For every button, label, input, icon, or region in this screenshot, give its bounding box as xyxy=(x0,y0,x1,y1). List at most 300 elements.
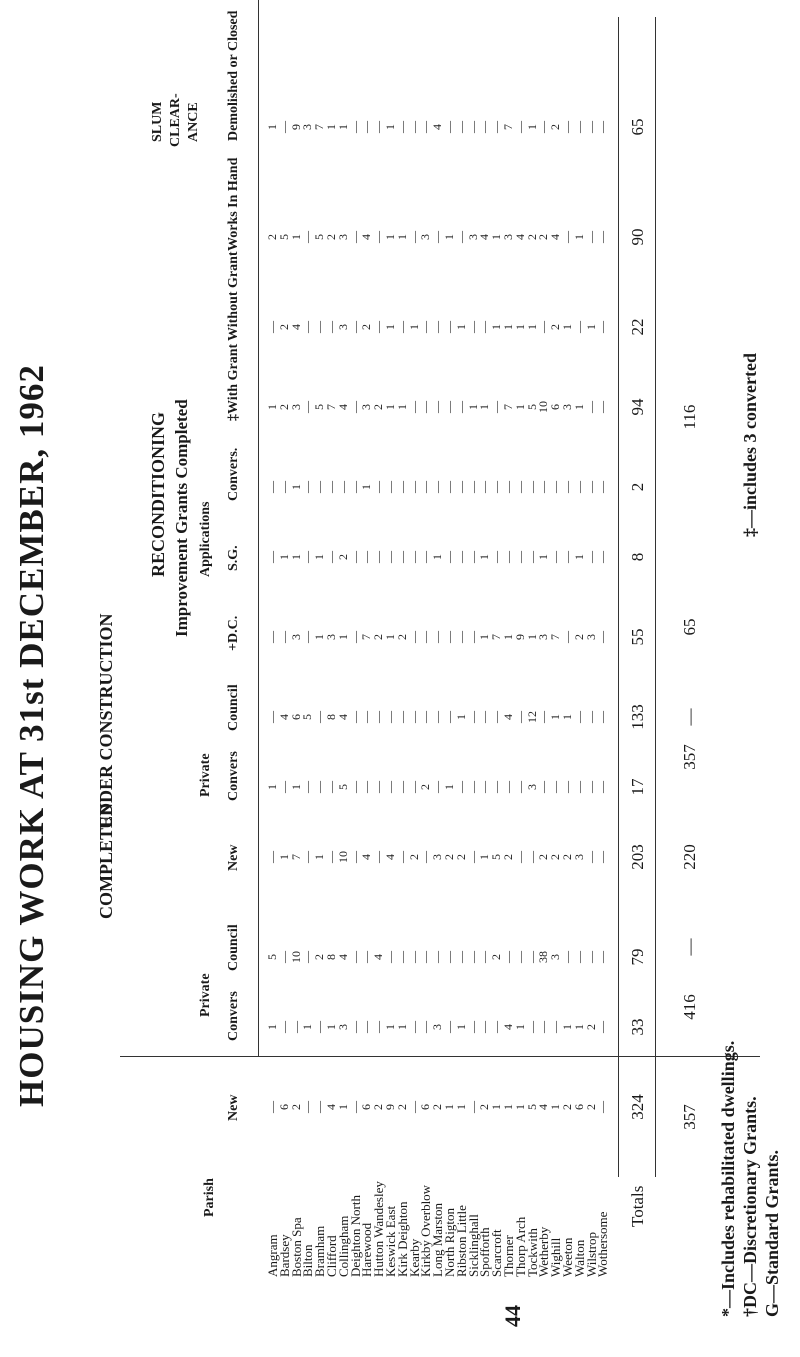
table-cell: 4 xyxy=(324,1104,338,1110)
table-cell: 2 xyxy=(288,1104,303,1110)
total-cell: 17 xyxy=(628,778,647,796)
table-cell: — xyxy=(371,231,386,243)
table-cell: — xyxy=(524,951,539,963)
table-cell: 1 xyxy=(512,1104,527,1110)
table-cell: — xyxy=(595,551,610,563)
table-cell: — xyxy=(501,781,515,793)
footnote-2: †DC—Discretionary Grants. xyxy=(740,1096,760,1317)
column-header: Convers. xyxy=(226,447,241,501)
table-cell: — xyxy=(359,551,374,563)
table-cell: — xyxy=(583,781,598,793)
table-cell: — xyxy=(489,401,504,413)
table-cell: — xyxy=(406,1021,421,1033)
table-cell: 5 xyxy=(312,234,327,240)
table-cell: — xyxy=(347,1101,362,1113)
table-cell: — xyxy=(371,321,386,333)
table-cell: — xyxy=(371,481,386,493)
parish-name: Keswick East xyxy=(383,1205,398,1277)
table-cell: 1 xyxy=(442,234,456,240)
table-cell: — xyxy=(312,1101,327,1113)
footnote-4: ‡—includes 3 converted xyxy=(740,353,760,537)
table-cell: — xyxy=(324,781,338,793)
table-cell: 7 xyxy=(501,404,515,410)
table-cell: — xyxy=(536,711,551,723)
table-cell: 5 xyxy=(524,404,539,410)
table-cell: 2 xyxy=(583,1104,598,1110)
table-cell: — xyxy=(418,1021,433,1033)
table-cell: 2 xyxy=(536,854,551,860)
table-cell: — xyxy=(453,951,468,963)
table-cell: — xyxy=(383,951,397,963)
table-cell: — xyxy=(324,321,338,333)
table-cell: 1 xyxy=(560,324,574,330)
table-cell: — xyxy=(442,481,456,493)
table-cell: — xyxy=(347,401,362,413)
table-cell: — xyxy=(312,781,327,793)
table-cell: 6 xyxy=(276,1104,291,1110)
table-cell: — xyxy=(583,481,598,493)
table-cell: — xyxy=(512,551,527,563)
table-cell: 2 xyxy=(453,854,468,860)
table-cell: 7 xyxy=(548,634,563,640)
table-cell: 3 xyxy=(501,234,515,240)
total-cell: 79 xyxy=(628,948,647,966)
table-cell: — xyxy=(418,321,433,333)
table-cell: — xyxy=(347,951,362,963)
table-cell: 1 xyxy=(489,324,504,330)
table-cell: — xyxy=(477,121,492,133)
table-cell: — xyxy=(300,781,315,793)
table-cell: 2 xyxy=(371,634,386,640)
table-cell: — xyxy=(430,481,445,493)
column-header: S.G. xyxy=(226,545,241,571)
table-cell: 1 xyxy=(524,124,539,130)
table-cell: — xyxy=(489,711,504,723)
table-cell: — xyxy=(430,401,445,413)
table-cell: — xyxy=(465,851,480,863)
table-cell: 5 xyxy=(312,404,327,410)
table-cell: 2 xyxy=(571,634,586,640)
parish-name: Ribston Little xyxy=(453,1205,469,1277)
table-cell: — xyxy=(524,481,539,493)
table-cell: 3 xyxy=(524,784,539,790)
table-cell: 2 xyxy=(312,954,327,960)
parish-name: Wothersome xyxy=(595,1211,611,1277)
table-cell: 2 xyxy=(430,1104,445,1110)
table-cell: — xyxy=(418,951,433,963)
table-cell: — xyxy=(383,481,397,493)
table-cell: — xyxy=(595,401,610,413)
table-cell: 10 xyxy=(288,951,303,963)
table-cell: — xyxy=(442,121,456,133)
table-cell: — xyxy=(418,551,433,563)
table-cell: 1 xyxy=(383,1024,397,1030)
table-cell: — xyxy=(536,781,551,793)
parish-name: Long Marston xyxy=(430,1202,446,1277)
table-cell: — xyxy=(524,551,539,563)
table-cell: — xyxy=(312,1021,327,1033)
footnote-1: *—Includes rehabilitated dwellings. xyxy=(718,1040,738,1317)
table-cell: 2 xyxy=(548,854,563,860)
table-cell: — xyxy=(324,551,338,563)
table-cell: — xyxy=(347,481,362,493)
parish-name: Spofforth xyxy=(477,1227,493,1277)
table-cell: 2 xyxy=(477,1104,492,1110)
table-cell: — xyxy=(442,321,456,333)
table-cell: 4 xyxy=(276,714,291,720)
table-cell: — xyxy=(383,551,397,563)
footnote-3: G—Standard Grants. xyxy=(762,1149,782,1317)
table-cell: 1 xyxy=(442,784,456,790)
parish-name: Harewood xyxy=(359,1222,375,1277)
table-cell: 1 xyxy=(324,1024,338,1030)
table-cell: 9 xyxy=(512,634,527,640)
column-header: +D.C. xyxy=(226,615,241,651)
table-cell: — xyxy=(276,781,291,793)
table-cell: 1 xyxy=(276,854,291,860)
column-header: Without Grant xyxy=(226,251,241,341)
table-cell: — xyxy=(595,231,610,243)
table-cell: 5 xyxy=(300,714,315,720)
table-cell: — xyxy=(324,851,338,863)
table-cell: — xyxy=(595,1021,610,1033)
table-cell: 6 xyxy=(359,1104,374,1110)
total-cell: 133 xyxy=(628,704,647,730)
table-cell: 9 xyxy=(288,124,303,130)
total-cell: 8 xyxy=(628,552,647,562)
table-cell: 1 xyxy=(453,714,468,720)
table-cell: 3 xyxy=(335,324,350,330)
table-cell: 1 xyxy=(548,1104,563,1110)
table-cell: — xyxy=(347,551,362,563)
table-cell: — xyxy=(536,481,551,493)
table-cell: — xyxy=(347,781,362,793)
table-cell: 1 xyxy=(465,404,480,410)
table-cell: 1 xyxy=(512,324,527,330)
table-cell: — xyxy=(383,781,397,793)
table-cell: 1 xyxy=(276,554,291,560)
table-cell: — xyxy=(276,121,291,133)
group-total: 416 xyxy=(680,994,699,1020)
table-cell: — xyxy=(477,321,492,333)
table-cell: — xyxy=(288,1021,303,1033)
table-cell: — xyxy=(595,951,610,963)
table-cell: — xyxy=(595,481,610,493)
table-cell: — xyxy=(477,781,492,793)
table-cell: 1 xyxy=(512,1024,527,1030)
table-cell: — xyxy=(465,321,480,333)
table-cell: 1 xyxy=(571,404,586,410)
table-cell: 1 xyxy=(583,324,598,330)
table-cell: 2 xyxy=(548,124,563,130)
parish-name: Tockwith xyxy=(524,1228,540,1277)
parish-name: Bramham xyxy=(312,1225,328,1277)
parish-name: Scarcroft xyxy=(489,1229,505,1277)
table-cell: 2 xyxy=(536,234,551,240)
table-cell: — xyxy=(465,1101,480,1113)
table-cell: — xyxy=(489,1021,504,1033)
table-cell: 3 xyxy=(335,1024,350,1030)
table-cell: 7 xyxy=(324,404,338,410)
table-cell: 10 xyxy=(536,401,551,413)
table-cell: 2 xyxy=(406,854,421,860)
table-cell: 2 xyxy=(359,324,374,330)
table-cell: 4 xyxy=(335,954,350,960)
total-cell: 90 xyxy=(628,228,647,246)
parish-name: North Rigton xyxy=(442,1208,457,1277)
table-cell: 1 xyxy=(394,404,409,410)
table-cell: — xyxy=(418,121,433,133)
table-cell: 2 xyxy=(335,554,350,560)
total-cell: 33 xyxy=(628,1018,647,1036)
table-cell: — xyxy=(300,1101,315,1113)
header-parish: Parish xyxy=(202,1178,217,1217)
table-cell: — xyxy=(347,851,362,863)
table-cell: — xyxy=(453,401,468,413)
table-cell: 2 xyxy=(583,1024,598,1030)
table-cell: 2 xyxy=(394,634,409,640)
table-cell: — xyxy=(300,481,315,493)
table-cell: 2 xyxy=(276,324,291,330)
table-cell: 1 xyxy=(265,124,279,130)
parish-name: Deighton North xyxy=(347,1195,363,1277)
table-cell: — xyxy=(548,781,563,793)
table-cell: — xyxy=(300,631,315,643)
table-cell: — xyxy=(536,121,551,133)
table-cell: 5 xyxy=(489,854,504,860)
table-cell: 3 xyxy=(465,234,480,240)
parish-name: Thorp Arch xyxy=(512,1216,528,1277)
table-cell: 1 xyxy=(265,784,279,790)
table-cell: — xyxy=(477,711,492,723)
table-cell: — xyxy=(442,401,456,413)
table-cell: — xyxy=(276,481,291,493)
table-cell: 3 xyxy=(548,954,563,960)
table-cell: 5 xyxy=(265,954,279,960)
table-cell: — xyxy=(595,851,610,863)
table-cell: 6 xyxy=(418,1104,433,1110)
column-header: ‡With Grant xyxy=(226,343,241,421)
parish-name: Angram xyxy=(265,1234,280,1277)
table-cell: 4 xyxy=(359,234,374,240)
table-cell: 1 xyxy=(300,1024,315,1030)
table-cell: 4 xyxy=(371,954,386,960)
parish-name: Wighill xyxy=(548,1237,564,1277)
table-cell: 1 xyxy=(430,554,445,560)
table-cell: — xyxy=(465,711,480,723)
group-total: — xyxy=(680,708,699,726)
header-private-completed: Private xyxy=(198,973,213,1017)
group-total: 116 xyxy=(680,404,699,430)
table-cell: — xyxy=(312,481,327,493)
parish-name: Boston Spa xyxy=(288,1217,304,1277)
table-cell: 4 xyxy=(430,124,445,130)
parish-name: Collingham xyxy=(335,1215,351,1277)
table-cell: 2 xyxy=(560,1104,574,1110)
parish-name: Kearby xyxy=(406,1238,422,1277)
table-cell: — xyxy=(583,231,598,243)
column-header: New xyxy=(226,844,241,871)
group-total: 65 xyxy=(680,618,699,636)
table-cell: — xyxy=(465,121,480,133)
table-cell: 1 xyxy=(524,324,539,330)
totals-rule-bottom xyxy=(655,17,656,1177)
table-cell: — xyxy=(453,551,468,563)
table-cell: — xyxy=(595,631,610,643)
table-cell: — xyxy=(430,631,445,643)
totals-rule-top xyxy=(618,17,619,1177)
table-cell: 1 xyxy=(477,854,492,860)
table-cell: 8 xyxy=(324,714,338,720)
table-cell: 5 xyxy=(335,784,350,790)
table-cell: 9 xyxy=(383,1104,397,1110)
table-cell: 4 xyxy=(536,1104,551,1110)
table-cell: 4 xyxy=(501,1024,515,1030)
table-cell: — xyxy=(595,1101,610,1113)
parish-name: Sicklinghall xyxy=(465,1214,481,1277)
table-cell: 1 xyxy=(501,324,515,330)
page-title: HOUSING WORK AT 31st DECEMBER, 1962 xyxy=(12,364,51,1107)
table-cell: — xyxy=(524,1021,539,1033)
table-cell: — xyxy=(347,321,362,333)
table-cell: 1 xyxy=(406,324,421,330)
table-cell: — xyxy=(359,711,374,723)
table-cell: — xyxy=(394,121,409,133)
table-cell: — xyxy=(465,481,480,493)
table-cell: — xyxy=(265,1101,279,1113)
table-cell: — xyxy=(394,321,409,333)
table-cell: — xyxy=(560,781,574,793)
table-cell: — xyxy=(265,851,279,863)
header-under-construction: UNDER CONSTRUCTION xyxy=(96,613,116,829)
table-cell: — xyxy=(453,631,468,643)
header-improvement: Improvement Grants Completed xyxy=(172,399,191,637)
table-cell: — xyxy=(430,781,445,793)
table-cell: 4 xyxy=(335,404,350,410)
table-cell: — xyxy=(418,481,433,493)
table-cell: 3 xyxy=(288,634,303,640)
table-cell: — xyxy=(465,781,480,793)
table-cell: — xyxy=(406,401,421,413)
table-cell: 1 xyxy=(571,554,586,560)
column-header: Council xyxy=(226,684,241,731)
table-cell: 3 xyxy=(571,854,586,860)
table-cell: 2 xyxy=(524,234,539,240)
table-cell: — xyxy=(359,951,374,963)
table-cell: 2 xyxy=(489,954,504,960)
table-cell: 1 xyxy=(335,124,350,130)
table-cell: — xyxy=(347,1021,362,1033)
table-cell: — xyxy=(465,1021,480,1033)
parish-name: Walton xyxy=(571,1239,587,1277)
table-cell: — xyxy=(477,1021,492,1033)
table-cell: — xyxy=(406,711,421,723)
page-number: 44 xyxy=(500,1305,525,1327)
table-cell: 3 xyxy=(324,634,338,640)
table-cell: — xyxy=(418,401,433,413)
table-cell: — xyxy=(347,631,362,643)
table-cell: 3 xyxy=(430,1024,445,1030)
table-cell: — xyxy=(394,851,409,863)
table-cell: — xyxy=(548,481,563,493)
table-cell: — xyxy=(560,231,574,243)
table-cell: 4 xyxy=(288,324,303,330)
table-cell: 7 xyxy=(489,634,504,640)
table-cell: 2 xyxy=(442,854,456,860)
table-cell: 3 xyxy=(300,124,315,130)
table-cell: — xyxy=(371,1021,386,1033)
table-cell: 1 xyxy=(453,324,468,330)
table-cell: 3 xyxy=(288,404,303,410)
total-cell: 55 xyxy=(628,628,647,646)
table-cell: 1 xyxy=(477,634,492,640)
table-cell: — xyxy=(276,631,291,643)
table-cell: 1 xyxy=(288,484,303,490)
table-cell: — xyxy=(359,781,374,793)
table-cell: — xyxy=(453,781,468,793)
table-cell: — xyxy=(300,551,315,563)
table-cell: 4 xyxy=(477,234,492,240)
total-cell: 65 xyxy=(628,118,647,136)
parish-name: Kirkby Overblow xyxy=(418,1184,434,1277)
parish-name: Wetherby xyxy=(536,1226,552,1277)
table-cell: 1 xyxy=(560,1024,574,1030)
table-cell: — xyxy=(406,951,421,963)
table-cell: — xyxy=(548,1021,563,1033)
table-cell: — xyxy=(276,951,291,963)
table-cell: — xyxy=(442,951,456,963)
table-cell: — xyxy=(406,781,421,793)
table-cell: 2 xyxy=(560,854,574,860)
table-cell: — xyxy=(501,551,515,563)
table-cell: — xyxy=(571,781,586,793)
table-cell: — xyxy=(583,851,598,863)
table-cell: — xyxy=(371,781,386,793)
table-cell: 1 xyxy=(335,634,350,640)
table-cell: 7 xyxy=(501,124,515,130)
table-cell: 3 xyxy=(418,234,433,240)
header-slum-1: SLUM xyxy=(150,101,165,142)
table-cell: — xyxy=(406,551,421,563)
totals-label: Totals xyxy=(628,1185,647,1227)
table-cell: 4 xyxy=(335,714,350,720)
table-cell: — xyxy=(335,481,350,493)
table-cell: — xyxy=(442,631,456,643)
header-completed: COMPLETED xyxy=(96,802,116,919)
table-cell: 2 xyxy=(394,1104,409,1110)
table-cell: 2 xyxy=(265,234,279,240)
table-cell: — xyxy=(583,951,598,963)
table-cell: 4 xyxy=(359,854,374,860)
table-cell: 1 xyxy=(312,634,327,640)
table-cell: — xyxy=(394,781,409,793)
table-cell: 4 xyxy=(548,234,563,240)
table-cell: 1 xyxy=(324,124,338,130)
table-cell: 3 xyxy=(583,634,598,640)
group-total: 357 xyxy=(680,1104,699,1130)
table-cell: — xyxy=(371,121,386,133)
table-cell: — xyxy=(300,951,315,963)
table-cell: 4 xyxy=(383,854,397,860)
table-cell: — xyxy=(489,781,504,793)
total-cell: 22 xyxy=(628,318,647,336)
table-cell: — xyxy=(430,231,445,243)
table-cell: — xyxy=(359,1021,374,1033)
table-cell: 1 xyxy=(501,1104,515,1110)
table-cell: 1 xyxy=(571,1024,586,1030)
table-cell: 1 xyxy=(265,1024,279,1030)
table-cell: — xyxy=(512,951,527,963)
